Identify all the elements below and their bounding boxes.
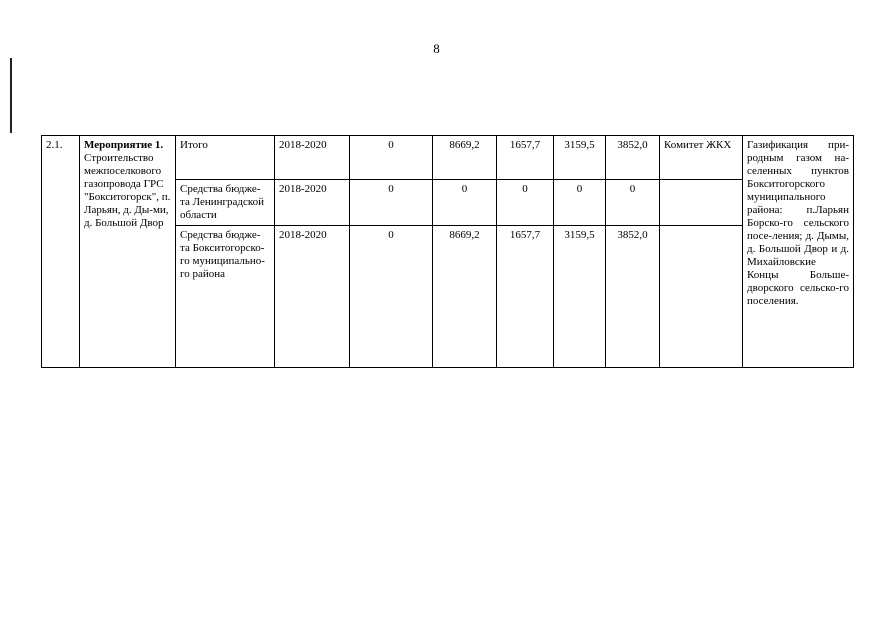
period-cell: 2018-2020 — [275, 226, 350, 368]
executor-cell: Комитет ЖКХ — [660, 136, 743, 180]
value-cell: 1657,7 — [497, 136, 554, 180]
value-cell: 0 — [554, 180, 606, 226]
value-cell: 3852,0 — [606, 226, 660, 368]
value-cell: 1657,7 — [497, 226, 554, 368]
value-cell: 8669,2 — [433, 226, 497, 368]
period-cell: 2018-2020 — [275, 136, 350, 180]
value-cell: 0 — [433, 180, 497, 226]
value-cell: 3159,5 — [554, 136, 606, 180]
value-cell: 3852,0 — [606, 136, 660, 180]
source-label: Средства бюдже-та Ленинградской области — [176, 180, 275, 226]
value-cell: 8669,2 — [433, 136, 497, 180]
value-cell: 0 — [497, 180, 554, 226]
page-number: 8 — [433, 41, 440, 56]
value-cell: 0 — [350, 180, 433, 226]
table-row — [42, 136, 854, 180]
result-cell: Газификация при-родным газом на-селенных пунктов Бокситогорского муниципального района: п.Ларьян Борско-го сельского посе-ления; д. Дымы, д. Большой Двор и д. Михайловские Концы Больше-дворского сельско-го поселения. — [743, 136, 854, 368]
source-label: Итого — [176, 136, 275, 180]
margin-line — [10, 58, 12, 133]
value-cell: 0 — [350, 226, 433, 368]
value-cell: 3159,5 — [554, 226, 606, 368]
row-number: 2.1. — [42, 136, 80, 368]
executor-empty-cell — [660, 226, 743, 368]
source-label: Средства бюдже-та Бокситогорско-го муниципально-го района — [176, 226, 275, 368]
executor-empty-cell — [660, 180, 743, 226]
program-table — [41, 135, 854, 368]
value-cell: 0 — [606, 180, 660, 226]
event-title: Мероприятие 1. — [84, 139, 164, 151]
value-cell: 0 — [350, 136, 433, 180]
event-name — [80, 136, 176, 368]
period-cell: 2018-2020 — [275, 180, 350, 226]
event-text: Строительство межпоселкового газопровода ГРС "Бокситогорск", п. Ларьян, д. Ды-ми, д. Большой Двор — [84, 152, 171, 229]
